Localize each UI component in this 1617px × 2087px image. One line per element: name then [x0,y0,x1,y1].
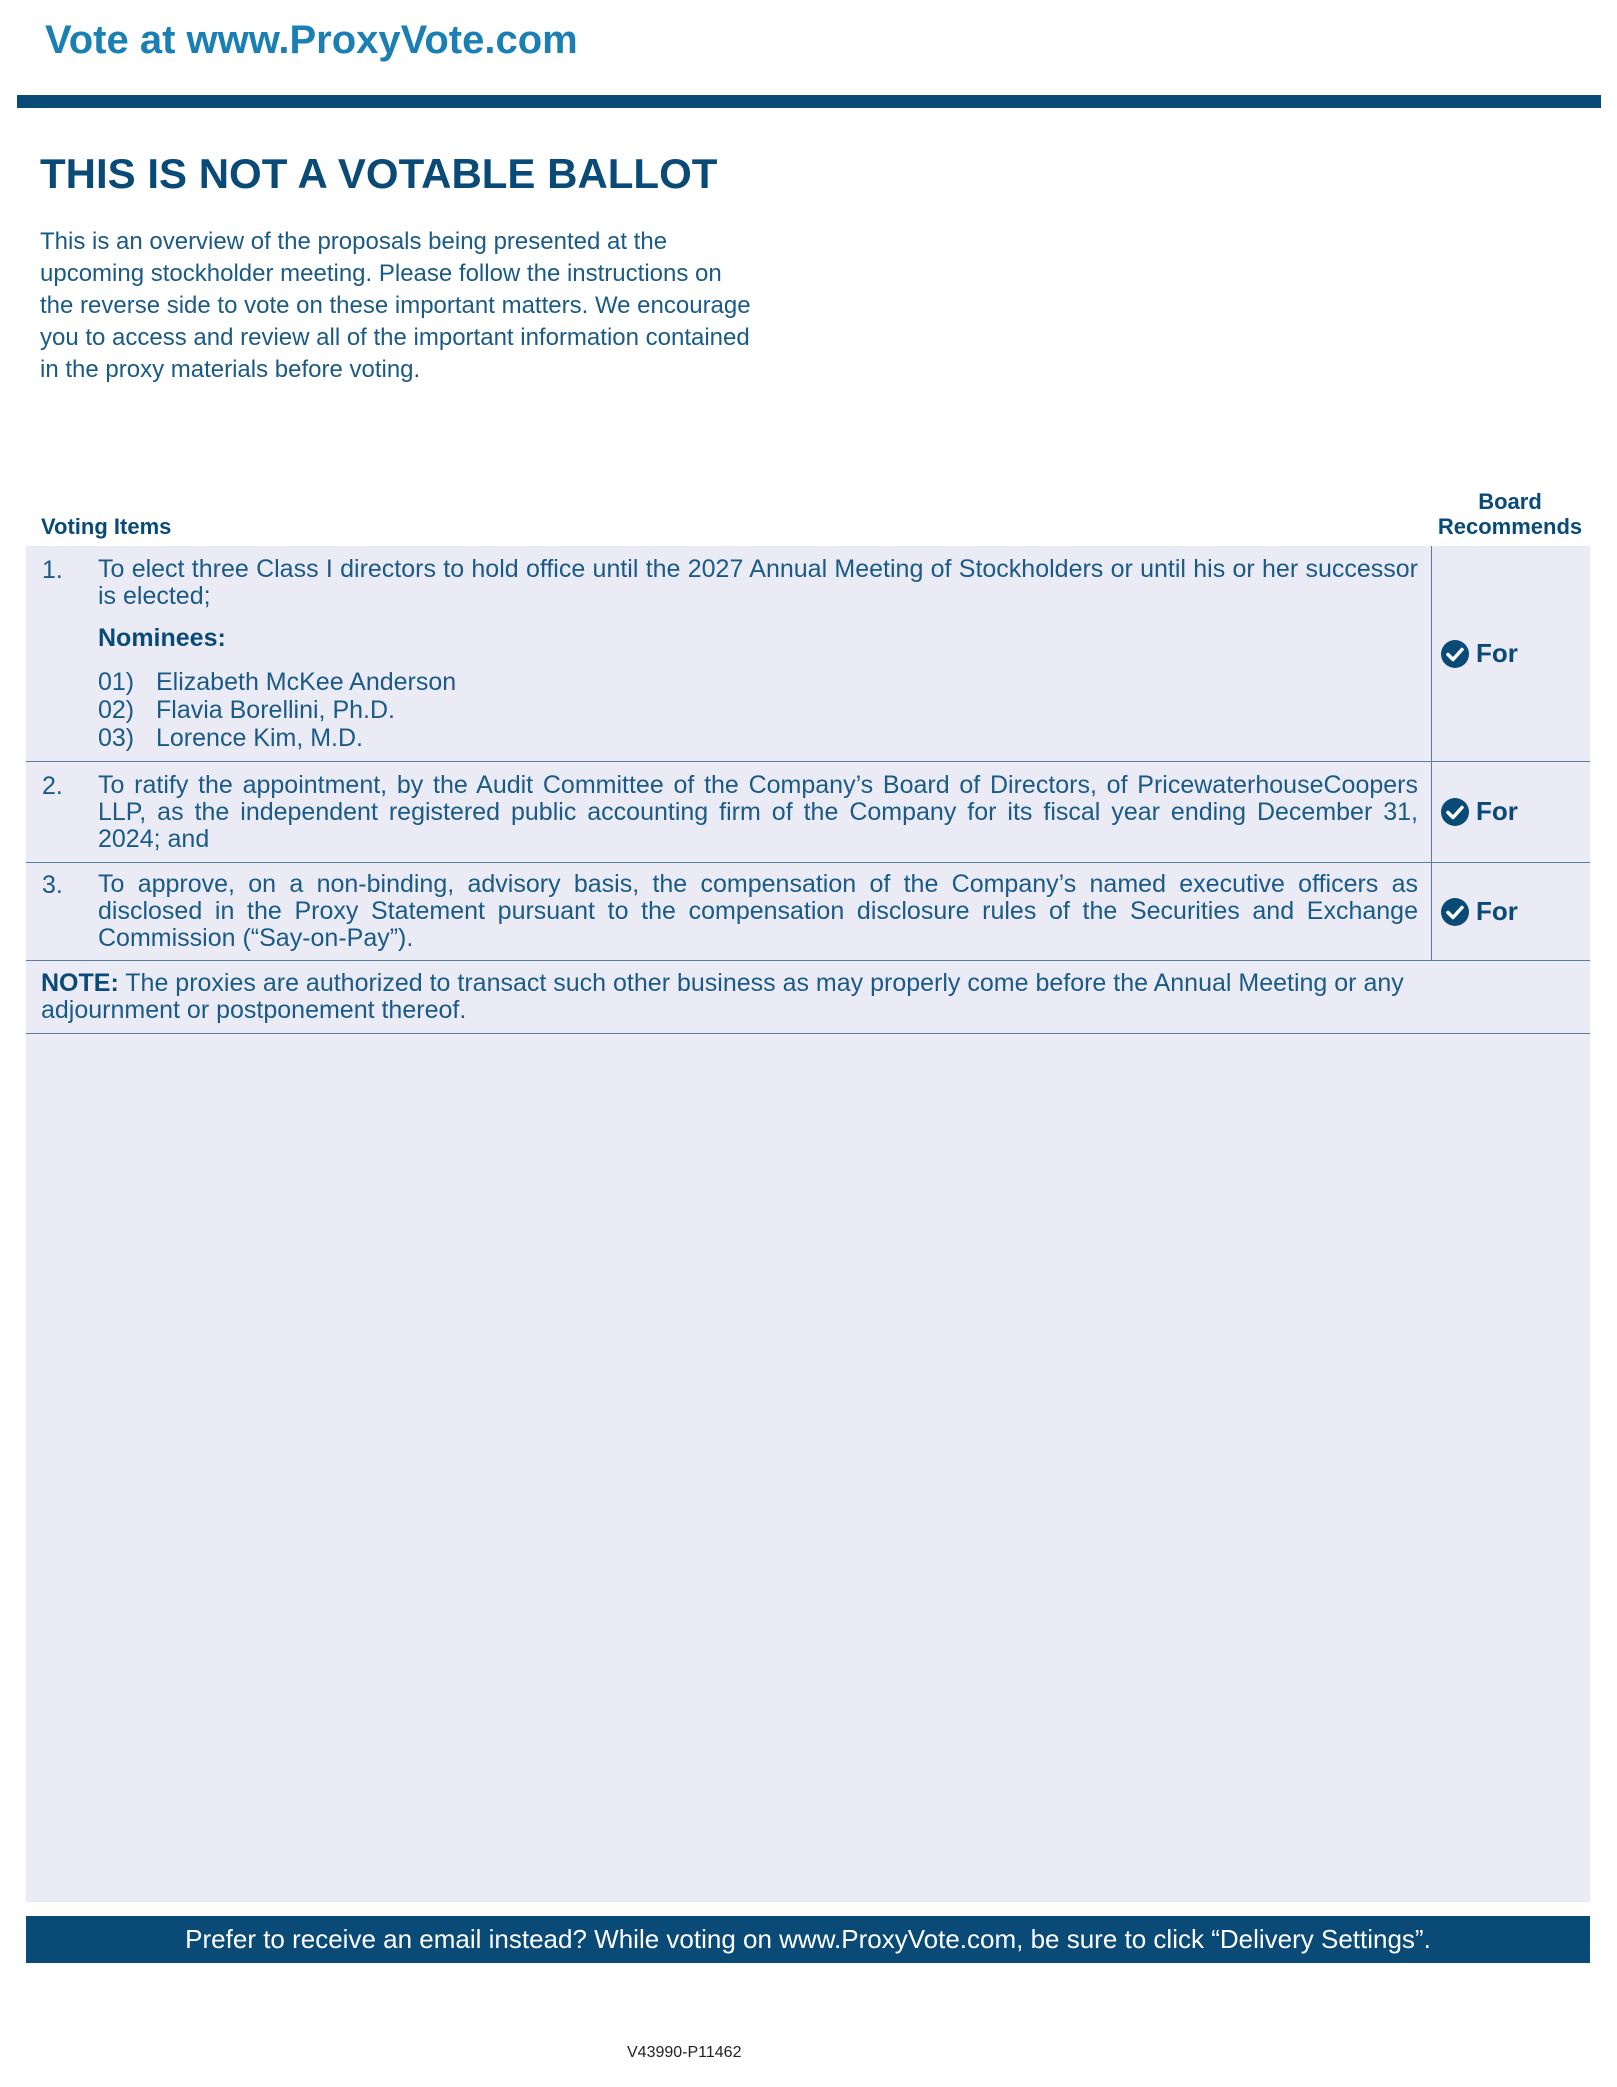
recommendation-label: For [1476,796,1518,826]
note-label: NOTE: [41,969,119,997]
document-id: V43990-P11462 [627,2044,742,2061]
header-divider [17,95,1601,108]
item-description: To ratify the appointment, by the Audit Committee of the Company’s Board of Directors, of PricewaterhouseCoopers LLP, as the independent registered public accounting firm of the Company for its fiscal year ending December 31, 2024; and [98,771,1418,853]
recommendation-label: For [1476,896,1518,926]
nominee-number: 03) [98,724,135,752]
voting-item-2 [26,762,1590,863]
voting-item-1 [26,546,1590,762]
nominee-number: 02) [98,696,135,724]
nominee-name: Flavia Borellini, Ph.D. [156,696,395,724]
item-number: 3. [42,871,63,899]
board-recommendation [1440,796,1518,827]
voting-item-3-content [26,863,1432,960]
email-delivery-banner [26,1916,1590,1963]
note [41,970,1421,1024]
voting-item-1-content [26,546,1432,761]
nominees-heading: Nominees: [98,624,226,652]
board-recommendation [1440,638,1518,669]
check-circle-icon [1440,639,1470,669]
email-delivery-text: Prefer to receive an email instead? While voting on www.ProxyVote.com, be sure to click “Delivery Settings”. [185,1924,1431,1954]
board-recommendation [1440,896,1518,927]
nominees-list [98,668,456,752]
nominee-item [98,668,456,696]
check-circle-icon [1440,797,1470,827]
item-description: To approve, on a non-binding, advisory basis, the compensation of the Company’s named executive officers as disclosed in the Proxy Statement pursuant to the compensation disclosure rules of the Securities and Exchange Commission (“Say-on-Pay”). [98,870,1418,952]
board-recommends-header: Board Recommends [1437,489,1583,539]
voting-items-header: Voting Items [41,514,172,539]
intro-paragraph: This is an overview of the proposals being presented at the upcoming stockholder meeting. Please follow the instructions on the reverse side to vote on these important matters. We encourage you to access and review all of the important information contained in the proxy materials before voting. [40,228,751,383]
nominee-name: Lorence Kim, M.D. [156,724,364,752]
nominee-name: Elizabeth McKee Anderson [156,668,457,696]
check-circle-icon [1440,897,1470,927]
nominee-number: 01) [98,668,135,696]
vote-link[interactable]: Vote at www.ProxyVote.com [45,18,578,62]
voting-item-3 [26,863,1590,961]
item-number: 1. [42,556,63,584]
note-text: The proxies are authorized to transact such other business as may properly come before the Annual Meeting or any adjournment or postponement thereof. [41,969,1404,1024]
nominee-item [98,724,456,752]
item-description: To elect three Class I directors to hold office until the 2027 Annual Meeting of Stockholders or until his or her successor is elected; [98,555,1418,610]
nominee-item [98,696,456,724]
recommendation-label: For [1476,638,1518,668]
page-title: THIS IS NOT A VOTABLE BALLOT [40,150,718,197]
voting-item-2-content [26,762,1432,862]
item-number: 2. [42,772,63,800]
